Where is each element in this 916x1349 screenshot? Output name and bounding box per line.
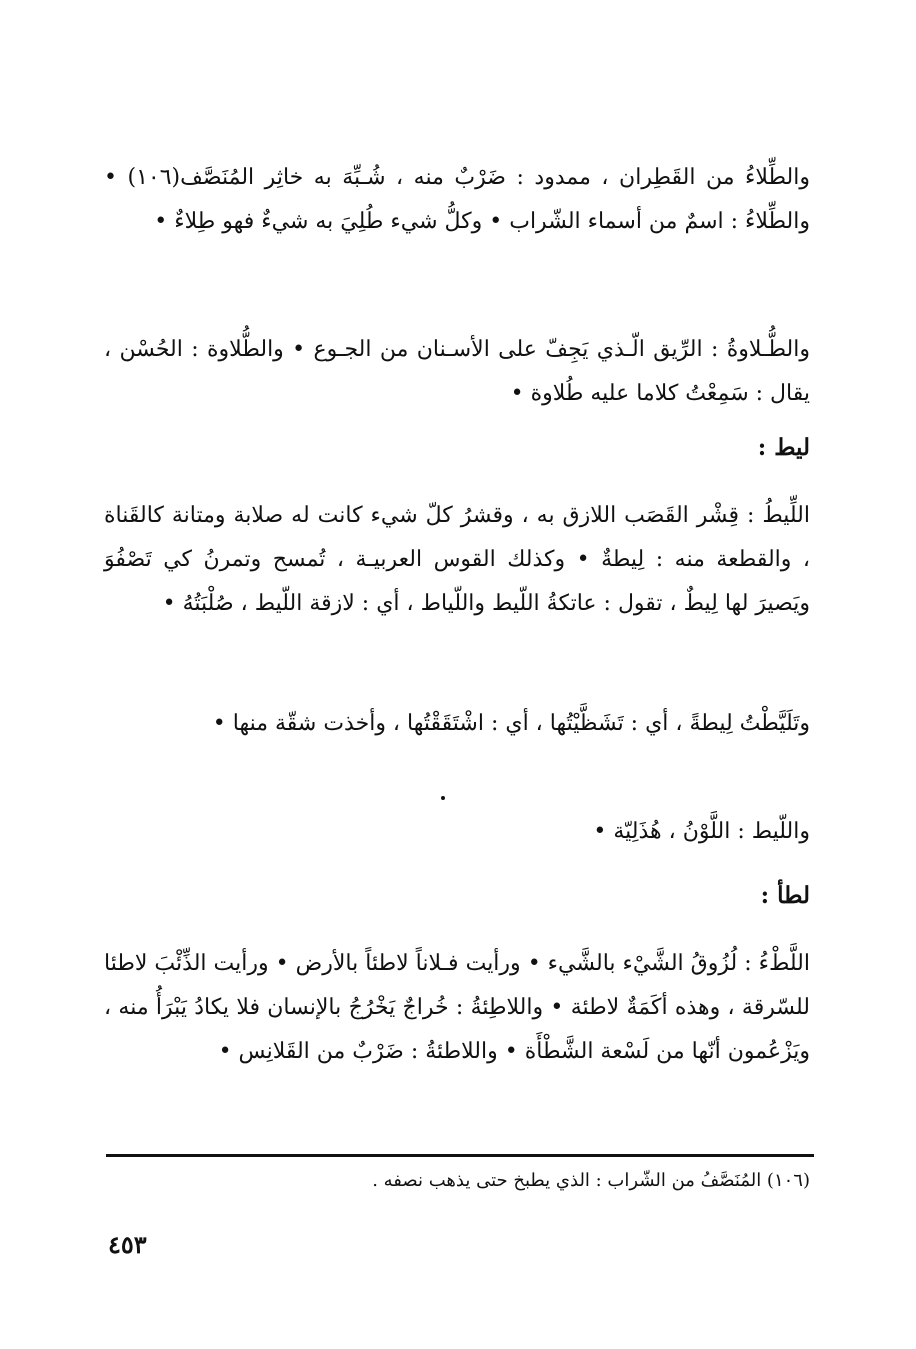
paragraph-tila: والطِّلاءُ من القَطِران ، ممدود : ضَرْبٌ منه ، شُـبِّهَ به خاثِر المُنَصَّف(١٠٦) • والطِّلاءُ : اسمٌ من أسماء الشّراب • وكلُّ شيء طُلِيَ به شيءٌ فهو طِلاءٌ • <box>104 165 810 234</box>
paragraph-lat: اللَّطْءُ : لُزُوقُ الشَّيْء بالشَّيء • ورأيت فـلاناً لاطئاً بالأرض • ورأيت الذِّئْبَ لاطئا للسّرقة ، وهذه أكَمَةٌ لاطئة • واللاطِئةُ : خُراجٌ يَخْرُجُ بالإنسان فلا يكادُ يَبْرَأُ منه ، ويَزْعُمون أنّها من لَسْعة الشَّطْأَة • واللاطئةُ : ضَرْبٌ من القَلانِس • <box>104 951 810 1064</box>
stray-dot <box>441 796 445 800</box>
paragraph-talayyut: وتَلَيَّطْتُ لِيطةً ، أي : تَشَظَّيْتُها ، أي : اشْتَقَقْتُها ، وأخذت شقّة منها • <box>212 711 810 736</box>
section-heading-lata: لطأ : <box>760 882 810 909</box>
paragraph-tulawa: والطُّـلاوةُ : الرِّيق الّـذي يَجِفّ على الأسـنان من الجـوع • والطُّلاوة : الحُسْن ، يقال : سَمِعْتُ كلاما عليه طُلاوة • <box>104 337 810 406</box>
page-number: ٤٥٣ <box>108 1230 147 1259</box>
section-heading-lit: ليط : <box>757 434 810 461</box>
footnote-divider <box>106 1154 814 1157</box>
paragraph-lit: اللِّيطُ : قِشْر القَصَب اللازق به ، وقشرُ كلّ شيء كانت له صلابة ومتانة كالقَناة ، والقطعة منه : لِيطةٌ • وكذلك القوس العربيـة ، تُمسح وتمرنُ كي تَصْفُوَ ويَصيرَ لها لِيطٌ ، تقول : عاتكةُ اللّيط واللّياط ، أي : لازقة اللّيط ، صُلْبَتُهُ • <box>104 503 810 616</box>
footnote: (١٠٦) المُنَصَّفُ من الشّراب : الذي يطبخ حتى يذهب نصفه . <box>372 1170 810 1191</box>
paragraph-lit-color: واللّيط : اللَّوْنُ ، هُذَلِيّة • <box>593 819 810 844</box>
